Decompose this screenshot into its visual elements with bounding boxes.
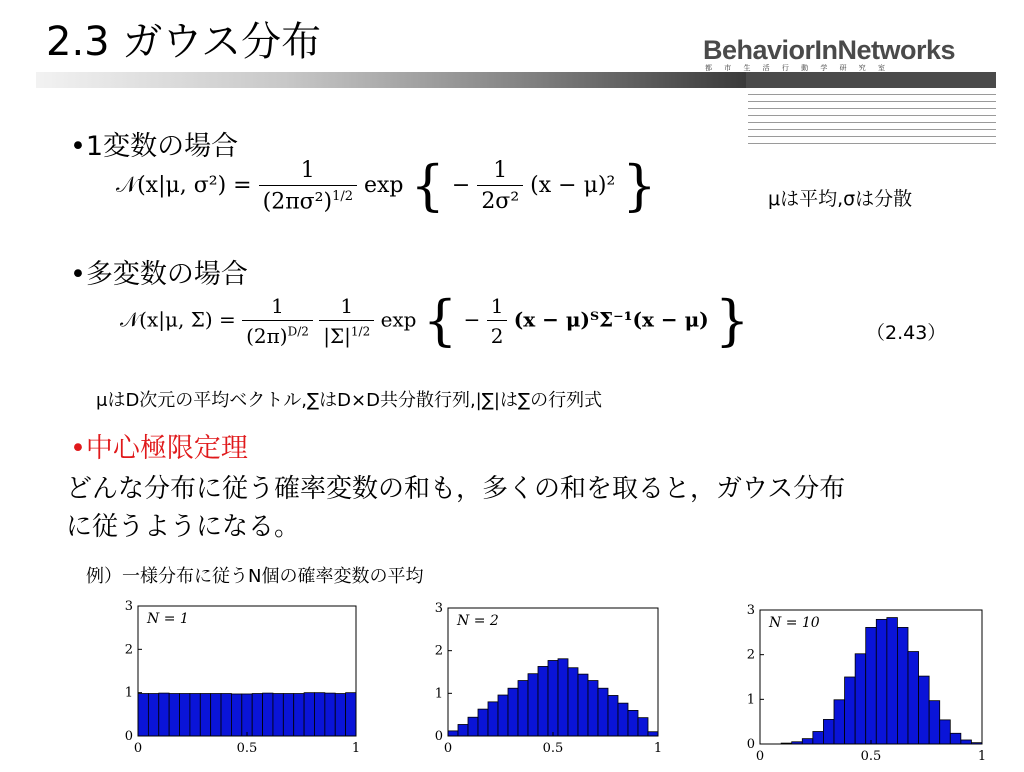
formula-lhs: 𝒩(x|μ, σ²) =	[116, 173, 259, 199]
divider-line	[748, 108, 996, 109]
formula-exp: exp	[364, 173, 411, 199]
histogram-bar	[231, 694, 241, 736]
histogram-bar	[518, 681, 528, 736]
plot-label: N = 10	[769, 615, 820, 631]
x-tick-label: 1	[351, 741, 361, 756]
histogram-bar	[180, 694, 190, 736]
bullet-central-limit-theorem: •中心極限定理	[70, 433, 248, 464]
histogram-bar	[578, 674, 588, 736]
x-tick-label: 0.5	[860, 749, 882, 764]
y-tick-label: 1	[124, 685, 133, 701]
histogram-bar	[548, 660, 558, 736]
histogram-bar	[528, 674, 538, 736]
plot-label: N = 1	[147, 611, 189, 627]
histogram-bar	[335, 694, 345, 736]
x-tick-label: 0	[443, 741, 453, 756]
x-tick-label: 1	[653, 741, 663, 756]
brand-name: BehaviorInNetworks	[703, 35, 956, 65]
bullet-univariate: •1変数の場合	[70, 131, 239, 162]
histogram-bar	[159, 693, 169, 736]
bullet-multivariate: •多変数の場合	[70, 259, 248, 290]
histogram-bar	[568, 668, 578, 736]
histogram-bar	[346, 693, 356, 736]
y-tick-label: 2	[124, 642, 133, 658]
formula-fraction: $\frac{1}{(2\pi\sigma^2)^{1/2}}$	[259, 158, 357, 214]
formula-univariate: 𝒩(x|μ, σ²) = $\frac{1}{(2\pi\sigma^2)^{1/2}}$ exp { − $\frac{1}{\text{2σ²}}$ (x − μ)² }	[116, 154, 657, 218]
y-tick-label: 2	[434, 643, 443, 659]
divider-line	[748, 129, 996, 130]
clt-text-line1: どんな分布に従う確率変数の和も，多くの和を取ると，ガウス分布	[66, 474, 846, 504]
y-tick-label: 0	[124, 729, 133, 744]
example-caption: 例）一様分布に従うN個の確率変数の平均	[86, 566, 424, 587]
histogram-bar	[648, 732, 658, 736]
histogram-bar	[273, 694, 283, 736]
histogram-bar	[148, 694, 158, 736]
histogram-bar	[448, 731, 458, 736]
histogram-bar	[242, 694, 252, 736]
histogram-bar	[294, 694, 304, 736]
y-tick-label: 0	[434, 729, 443, 744]
note-mean-variance: μは平均,σは分散	[768, 188, 913, 210]
histogram-bar	[325, 693, 335, 736]
histogram-bar	[588, 681, 598, 736]
divider-line	[748, 143, 996, 144]
y-tick-label: 0	[746, 737, 755, 752]
histogram-bar	[608, 695, 618, 736]
histogram-bar	[628, 710, 638, 736]
histogram-bar	[961, 740, 972, 744]
histogram-bar	[458, 724, 468, 736]
histogram-n1	[110, 596, 370, 772]
plot-label: N = 2	[457, 613, 499, 629]
histogram-bar	[478, 709, 488, 736]
histogram-n2-svg	[420, 598, 680, 766]
y-tick-label: 1	[746, 692, 755, 708]
histogram-bar	[887, 618, 898, 744]
y-tick-label: 1	[434, 686, 443, 702]
histogram-n1-svg	[110, 596, 370, 768]
x-tick-label: 0.5	[236, 741, 258, 756]
histogram-bar	[508, 688, 518, 736]
formula-multivariate: 𝒩(x|μ, Σ) = $\frac{1}{(2\pi)^{D/2}}$ $\frac{1}{|\Sigma|^{1/2}}$ exp { − $\frac{1}{2}$ (x − μ)ᵀΣ⁻¹(x − μ) }	[120, 289, 750, 352]
histogram-bar	[919, 676, 930, 744]
histogram-bar	[618, 703, 628, 736]
brand-logo	[703, 36, 1003, 73]
histogram-bar	[498, 695, 508, 736]
x-tick-label: 0	[755, 749, 765, 764]
note-multivariate: μはD次元の平均ベクトル,∑はD×D共分散行列,|∑|は∑の行列式	[96, 390, 603, 411]
histogram-bar	[929, 701, 940, 744]
histogram-bar	[855, 654, 866, 744]
histogram-bar	[190, 694, 200, 736]
histogram-bar	[897, 627, 908, 744]
divider-line	[748, 136, 996, 137]
equation-number: （2.43）	[866, 322, 947, 344]
histogram-bar	[908, 652, 919, 744]
histogram-bar	[169, 694, 179, 736]
divider-line	[748, 101, 996, 102]
divider-line	[748, 122, 996, 123]
histogram-bar	[802, 739, 813, 744]
divider-line	[748, 115, 996, 116]
histogram-bar	[834, 700, 845, 744]
histogram-bar	[468, 717, 478, 736]
histogram-bar	[538, 666, 548, 736]
y-tick-label: 3	[434, 601, 443, 616]
histogram-bar	[263, 693, 273, 736]
histogram-bar	[638, 718, 648, 736]
histogram-n10	[730, 600, 1000, 772]
title-underline-bar-dark	[746, 72, 996, 88]
histogram-bar	[813, 731, 824, 744]
histogram-bar	[138, 694, 148, 736]
histogram-bar	[598, 688, 608, 736]
histogram-bar	[940, 720, 951, 744]
histogram-bar	[950, 733, 961, 744]
histogram-n2	[420, 598, 680, 770]
histogram-bar	[876, 619, 887, 744]
y-tick-label: 2	[746, 647, 755, 663]
clt-text-line2: に従うようになる。	[66, 512, 301, 542]
histogram-bar	[200, 694, 210, 736]
brand-subtitle: 都 市 生 活 行 動 学 研 究 室	[705, 64, 891, 72]
y-tick-label: 3	[746, 603, 755, 618]
histogram-bar	[283, 694, 293, 736]
histogram-bar	[558, 659, 568, 736]
histogram-bar	[314, 693, 324, 736]
histogram-bar	[304, 693, 314, 736]
histogram-bar	[488, 702, 498, 736]
x-tick-label: 0	[133, 741, 143, 756]
x-tick-label: 0.5	[542, 741, 564, 756]
divider-line	[748, 94, 996, 95]
histogram-bar	[211, 694, 221, 736]
histogram-bar	[823, 719, 834, 744]
y-tick-label: 3	[124, 599, 133, 614]
histogram-n10-svg	[730, 600, 1000, 768]
histogram-bar	[866, 627, 877, 744]
page-title: 2.3 ガウス分布	[46, 19, 322, 65]
histogram-bar	[221, 694, 231, 736]
x-tick-label: 1	[977, 749, 987, 764]
title-underline-bar	[36, 72, 746, 88]
histogram-bar	[845, 677, 856, 744]
histogram-bar	[252, 694, 262, 736]
